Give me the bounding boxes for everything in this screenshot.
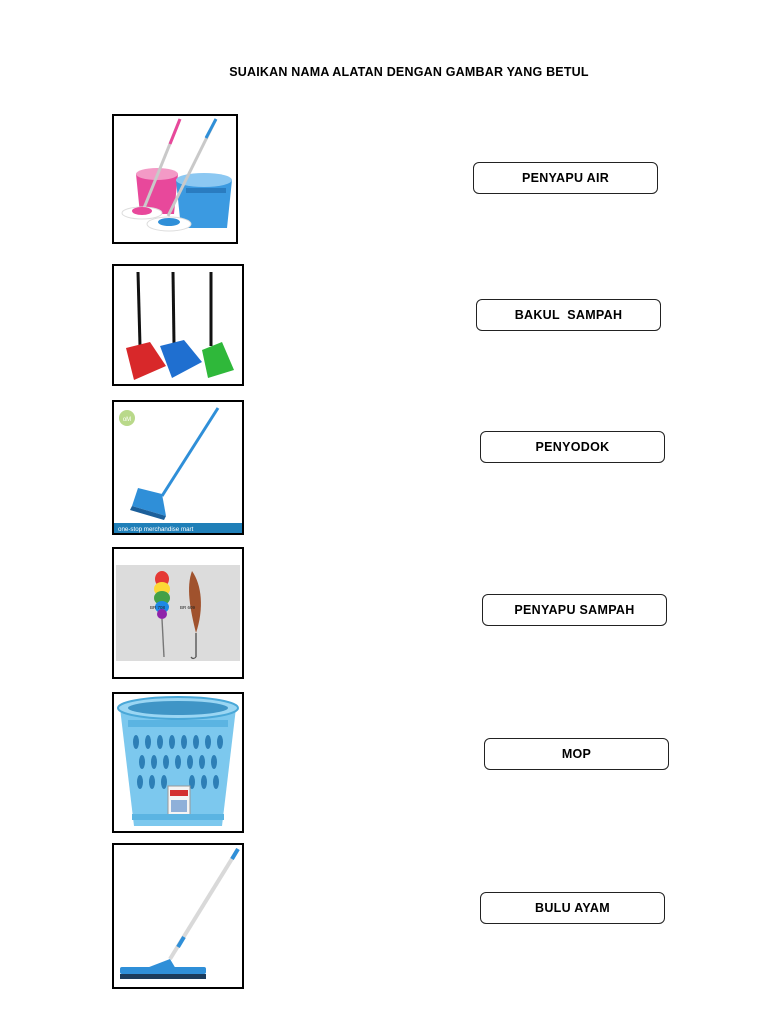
image-frame-waste-basket	[112, 692, 244, 833]
worksheet-title: SUAIKAN NAMA ALATAN DENGAN GAMBAR YANG BETUL	[229, 65, 589, 79]
label-penyapu-sampah[interactable]: PENYAPU SAMPAH	[482, 594, 667, 626]
squeegee-icon	[114, 845, 242, 987]
image-frame-feather-dusters	[112, 547, 244, 679]
feather-duster-icon	[114, 549, 242, 677]
duster-tag-left: BR 708	[150, 605, 166, 610]
spin-mop-bucket-icon	[114, 116, 236, 242]
image-frame-broom	[112, 400, 244, 535]
duster-tag-right: BR 609	[180, 605, 196, 610]
label-penyodok[interactable]: PENYODOK	[480, 431, 665, 463]
broom-icon	[114, 402, 242, 533]
label-penyapu-air[interactable]: PENYAPU AIR	[473, 162, 658, 194]
label-bakul-sampah[interactable]: BAKUL SAMPAH	[476, 299, 661, 331]
label-mop[interactable]: MOP	[484, 738, 669, 770]
image-frame-squeegee	[112, 843, 244, 989]
broom-logo-text: oM	[122, 417, 132, 423]
image-frame-dustpans	[112, 264, 244, 386]
label-bulu-ayam[interactable]: BULU AYAM	[480, 892, 665, 924]
waste-basket-icon	[114, 694, 242, 831]
broom-caption: one-stop merchandise mart	[118, 526, 194, 533]
image-frame-spin-mop	[112, 114, 238, 244]
dustpan-icon	[114, 266, 242, 384]
